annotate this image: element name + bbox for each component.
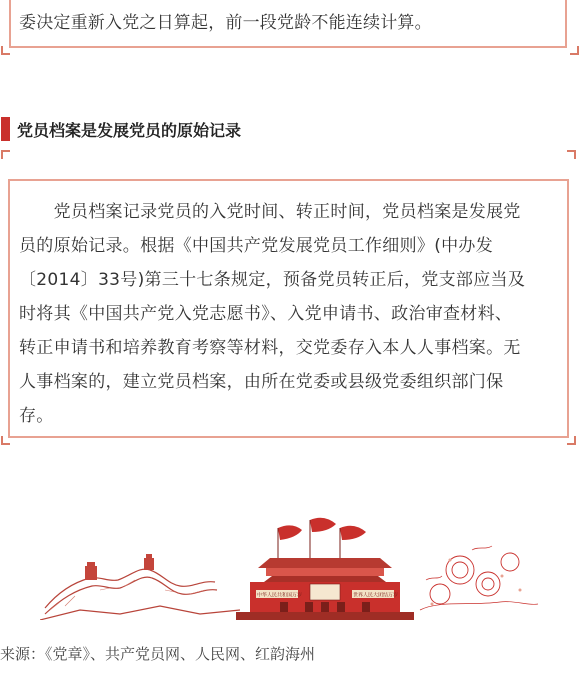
- section-paragraph: [19, 195, 565, 433]
- great-wall-tiananmen-illustration: [40, 510, 540, 620]
- wall-towers: [85, 554, 154, 580]
- paragraph-line: 存。: [19, 406, 54, 426]
- peony-flowers: [420, 546, 538, 610]
- paragraph-line: 员的原始记录。根据《中国共产党发展党员工作细则》(中办发: [19, 236, 494, 256]
- corner-decoration: [570, 46, 579, 55]
- corner-decoration: [1, 46, 10, 55]
- top-text-box: [9, 0, 567, 48]
- paragraph-line: 人事档案的，建立党员档案，由所在党委或县级党委组织部门保: [19, 372, 504, 392]
- top-box-text: 委决定重新入党之日算起，前一段党龄不能连续计算。: [19, 13, 432, 33]
- tiananmen-gate: [236, 558, 414, 620]
- section-heading: [1, 117, 241, 141]
- corner-decoration: [567, 436, 576, 445]
- banner-right-text: 世界人民大团结万岁: [353, 592, 399, 599]
- section-text-box: [8, 179, 569, 438]
- corner-decoration: [1, 150, 10, 159]
- source-footer: 来源：《党章》、共产党员网、人民网、红韵海州: [0, 645, 316, 663]
- banner-left-text: 中华人民共和国万岁: [257, 592, 303, 599]
- paragraph-line: 党员档案记录党员的入党时间、转正时间，党员档案是发展党: [19, 202, 521, 222]
- corner-decoration: [1, 436, 10, 445]
- section-heading-text: 党员档案是发展党员的原始记录: [17, 120, 242, 140]
- corner-decoration: [567, 150, 576, 159]
- heading-accent-bar: [1, 117, 10, 141]
- great-wall-drawing: [40, 569, 240, 620]
- red-flags: [278, 518, 366, 560]
- paragraph-line: 〔2014〕33号)第三十七条规定，预备党员转正后，党支部应当及: [19, 270, 526, 290]
- paragraph-line: 转正申请书和培养教育考察等材料，交党委存入本人人事档案。无: [19, 338, 521, 358]
- paragraph-line: 时将其《中国共产党入党志愿书》、入党申请书、政治审查材料、: [19, 304, 513, 324]
